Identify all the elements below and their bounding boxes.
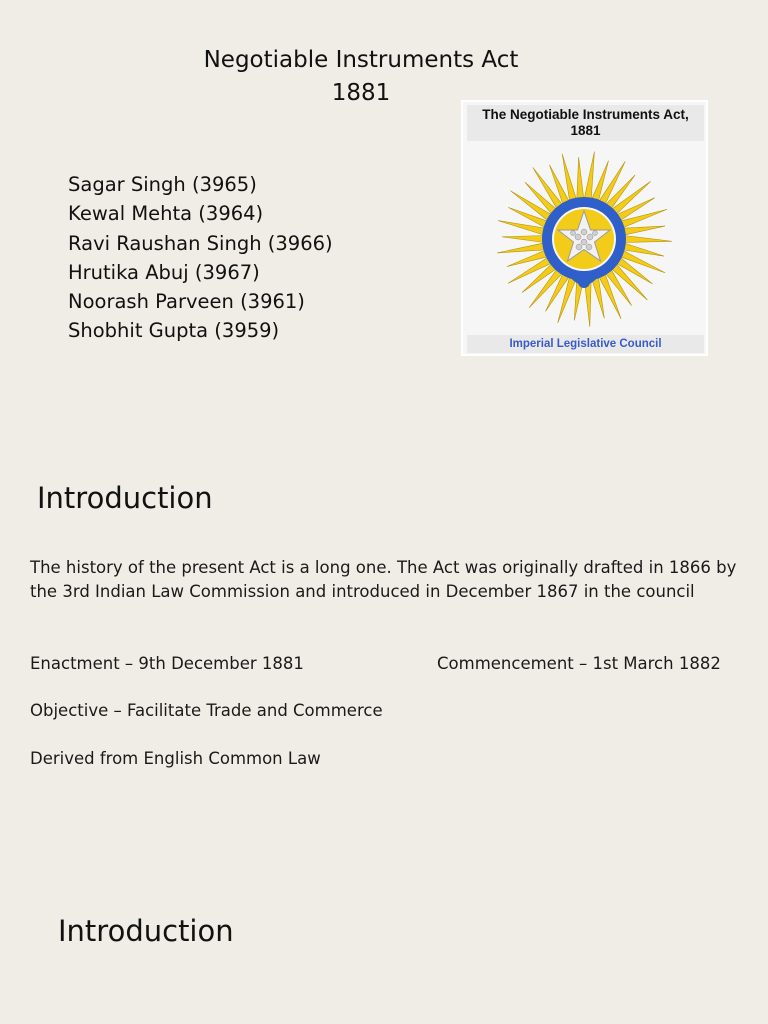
derivation-text: Derived from English Common Law	[30, 749, 321, 768]
sun-ray	[497, 243, 545, 253]
author-item: Noorash Parveen (3961)	[68, 290, 305, 314]
author-item: Hrutika Abuj (3967)	[68, 260, 260, 284]
objective-text: Objective – Facilitate Trade and Commerce	[30, 701, 383, 720]
author-item: Shobhit Gupta (3959)	[68, 319, 280, 343]
emblem-footer: Imperial Legislative Council	[467, 335, 704, 353]
star-of-india-emblem-icon	[489, 144, 679, 334]
enactment-date: Enactment – 9th December 1881	[30, 654, 304, 673]
emblem-caption-line-1: The Negotiable Instruments Act,	[482, 107, 689, 122]
author-item: Ravi Raushan Singh (3966)	[68, 231, 333, 255]
emblem-caption	[467, 105, 704, 141]
title-line-1: Negotiable Instruments Act	[203, 47, 519, 73]
history-paragraph: The history of the present Act is a long one. The Act was originally drafted in 1866 by the 3rd Indian Law Commission and introduced in December 1867 in the council	[30, 558, 737, 601]
emblem-caption-line-2: 1881	[570, 123, 601, 138]
title-line-2: 1881	[331, 80, 391, 106]
author-list	[68, 170, 338, 346]
sun-ray	[577, 157, 584, 199]
commencement-date: Commencement – 1st March 1882	[437, 654, 721, 673]
sun-ray	[623, 226, 666, 235]
act-emblem-image	[461, 100, 708, 356]
sun-ray	[599, 273, 622, 319]
section-heading: Introduction	[37, 481, 213, 515]
author-item: Sagar Singh (3965)	[68, 173, 257, 196]
section-heading: Introduction	[58, 914, 234, 948]
sun-ray	[502, 236, 544, 243]
sun-ray	[624, 236, 672, 243]
author-item: Kewal Mehta (3964)	[68, 202, 264, 226]
sun-ray	[584, 152, 594, 200]
